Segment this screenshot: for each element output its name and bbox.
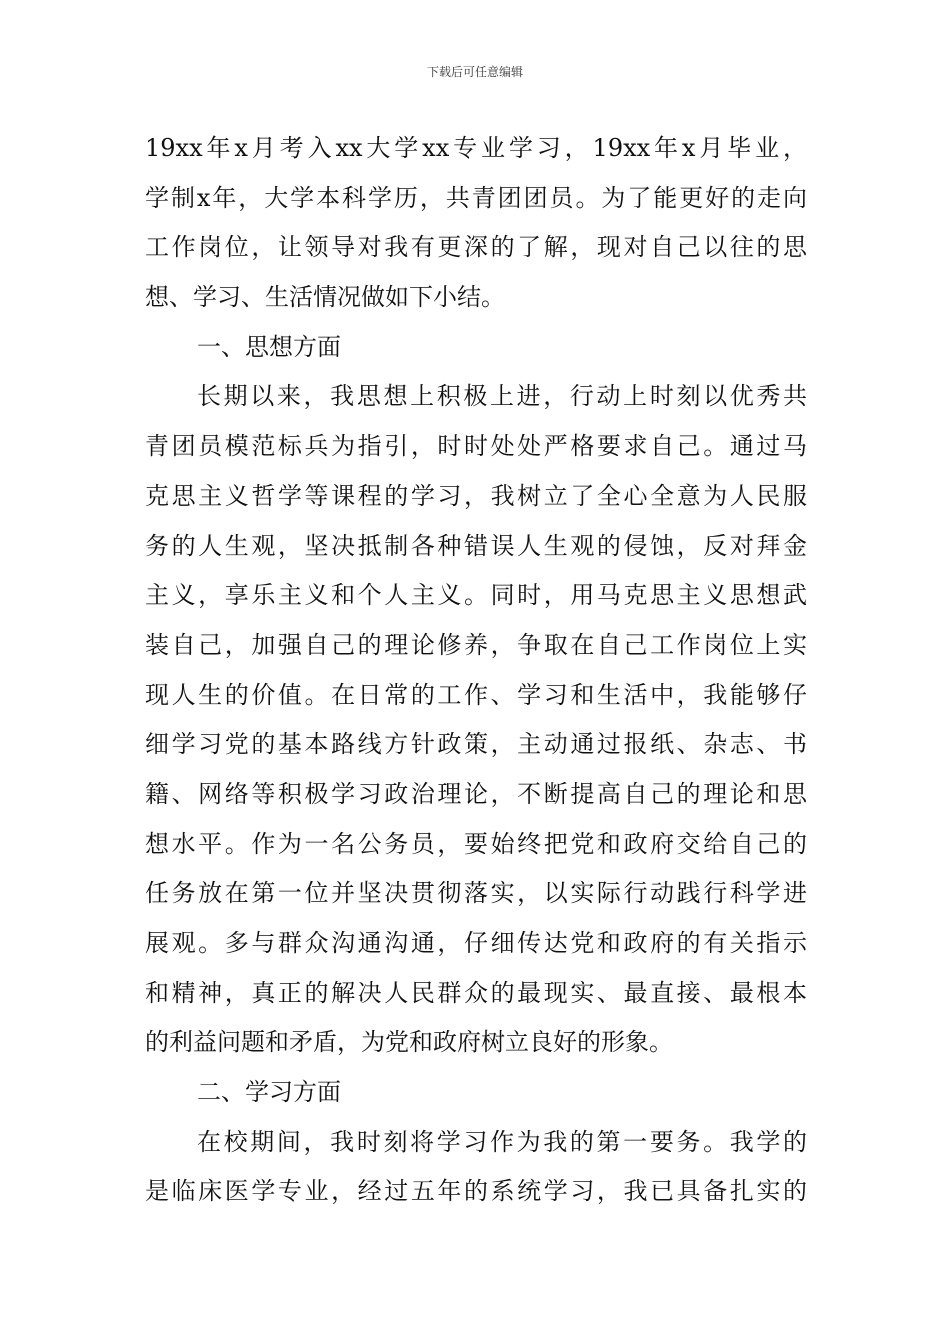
text-line: 想、学习、生活情况做如下小结。 <box>145 283 505 312</box>
text-line: 细学习党的基本路线方针政策，主动通过报纸、杂志、书 <box>145 730 807 759</box>
document-body <box>145 124 807 1217</box>
text-line: 装自己，加强自己的理论修养，争取在自己工作岗位上实 <box>145 630 807 659</box>
text-line: 现人生的价值。在日常的工作、学习和生活中，我能够仔 <box>145 680 807 709</box>
text-line: 克思主义哲学等课程的学习，我树立了全心全意为人民服 <box>145 481 807 510</box>
text-line: 在校期间，我时刻将学习作为我的第一要务。我学的 <box>197 1127 807 1156</box>
text-line: 青团员模范标兵为指引，时时处处严格要求自己。通过马 <box>145 432 807 461</box>
text-line: 的利益问题和矛盾，为党和政府树立良好的形象。 <box>145 1028 673 1057</box>
text-line: 主义，享乐主义和个人主义。同时，用马克思主义思想武 <box>145 581 807 610</box>
text-line: 和精神，真正的解决人民群众的最现实、最直接、最根本 <box>145 978 807 1007</box>
text-line: 务的人生观，坚决抵制各种错误人生观的侵蚀，反对拜金 <box>145 531 807 560</box>
page-header: 下载后可任意编辑 <box>426 65 523 79</box>
text-line: 19xx年x月考入xx大学xx专业学习，19xx年x月毕业， <box>145 134 807 162</box>
text-line: 是临床医学专业，经过五年的系统学习，我已具备扎实的 <box>145 1177 807 1206</box>
text-line: 想水平。作为一名公务员，要始终把党和政府交给自己的 <box>145 829 807 858</box>
section-heading: 一、思想方面 <box>197 332 341 361</box>
text-line: 展观。多与群众沟通沟通，仔细传达党和政府的有关指示 <box>145 929 807 957</box>
text-line: 工作岗位，让领导对我有更深的了解，现对自己以往的思 <box>145 233 807 262</box>
section-heading: 二、学习方面 <box>197 1078 341 1107</box>
text-line: 籍、网络等积极学习政治理论，不断提高自己的理论和思 <box>145 779 807 808</box>
text-line: 长期以来，我思想上积极上进，行动上时刻以优秀共 <box>197 382 807 411</box>
text-line: 任务放在第一位并坚决贯彻落实，以实际行动践行科学进 <box>145 879 807 908</box>
text-line: 学制x年，大学本科学历，共青团团员。为了能更好的走向 <box>145 183 807 212</box>
